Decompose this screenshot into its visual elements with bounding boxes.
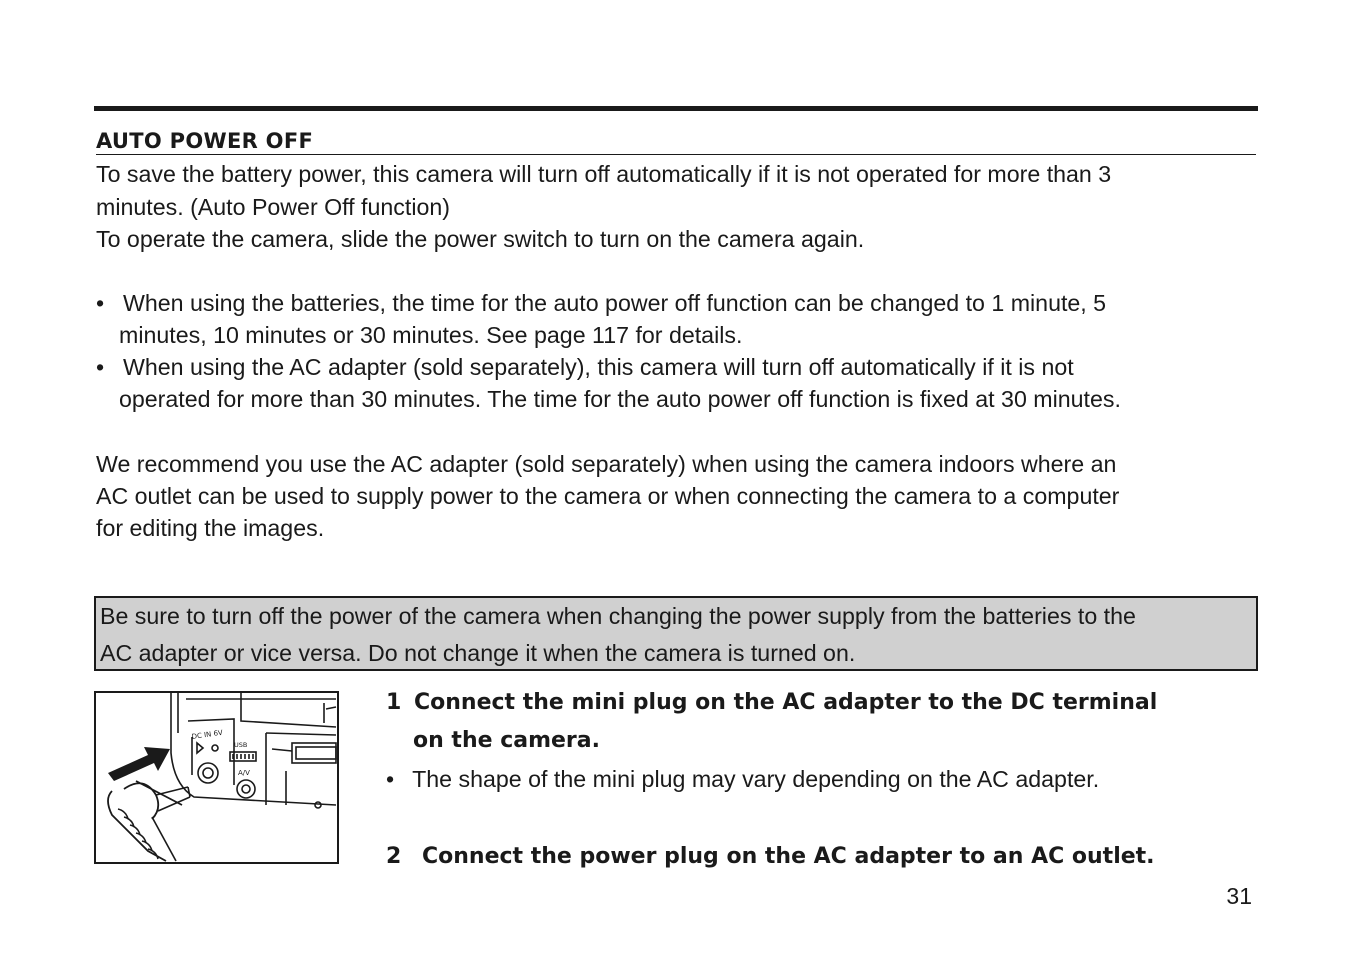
section-heading: AUTO POWER OFF	[96, 128, 1256, 155]
step-2-line-1: Connect the power plug on the AC adapter to an AC outlet.	[422, 844, 1155, 869]
step-1	[386, 684, 1157, 760]
camera-dc-plug-drawing	[96, 693, 337, 862]
step-2-number: 2	[386, 844, 402, 869]
step-1-note-text: The shape of the mini plug may vary depending on the AC adapter.	[412, 766, 1100, 792]
intro-line-3: To operate the camera, slide the power switch to turn on the camera again.	[96, 226, 865, 252]
bullet-mark: •	[96, 290, 105, 316]
bullet-ac-adapter-line-2: operated for more than 30 minutes. The time for the auto power off function is fixed at 30 minutes.	[119, 386, 1121, 413]
bullet-ac-adapter-line-1: When using the AC adapter (sold separately), this camera will turn off automatically if it is not	[123, 354, 1074, 380]
step-2	[386, 838, 1155, 876]
bullet-batteries-line-2: minutes, 10 minutes or 30 minutes. See page 117 for details.	[119, 322, 743, 349]
step-1-number: 1	[386, 690, 402, 715]
notice-box	[94, 596, 1258, 671]
bullet-mark: •	[96, 354, 105, 380]
step-1-line-1: Connect the mini plug on the AC adapter to the DC terminal	[414, 690, 1158, 715]
dc-terminal-illustration	[94, 691, 339, 864]
recommend-line-2: AC outlet can be used to supply power to the camera or when connecting the camera to a computer	[96, 483, 1120, 509]
intro-line-1: To save the battery power, this camera will turn off automatically if it is not operated for more than 3	[96, 161, 1112, 187]
intro-line-2: minutes. (Auto Power Off function)	[96, 194, 450, 220]
step-1-line-2: on the camera.	[413, 728, 600, 753]
label-dc-in: DC IN 6V	[191, 728, 224, 741]
notice-line-2: AC adapter or vice versa. Do not change it when the camera is turned on.	[100, 640, 856, 666]
step-1-note	[386, 762, 1099, 796]
bullet-mark: •	[386, 766, 395, 792]
bullet-batteries-line-1: When using the batteries, the time for the auto power off function can be changed to 1 minute, 5	[123, 290, 1107, 316]
top-rule	[94, 106, 1258, 111]
label-av: A/V	[238, 769, 250, 777]
recommend-line-3: for editing the images.	[96, 515, 325, 541]
notice-line-1: Be sure to turn off the power of the camera when changing the power supply from the batteries to the	[100, 603, 1136, 629]
label-usb: USB	[234, 741, 248, 749]
page-number: 31	[1226, 883, 1252, 909]
recommend-line-1: We recommend you use the AC adapter (sold separately) when using the camera indoors where an	[96, 451, 1117, 477]
